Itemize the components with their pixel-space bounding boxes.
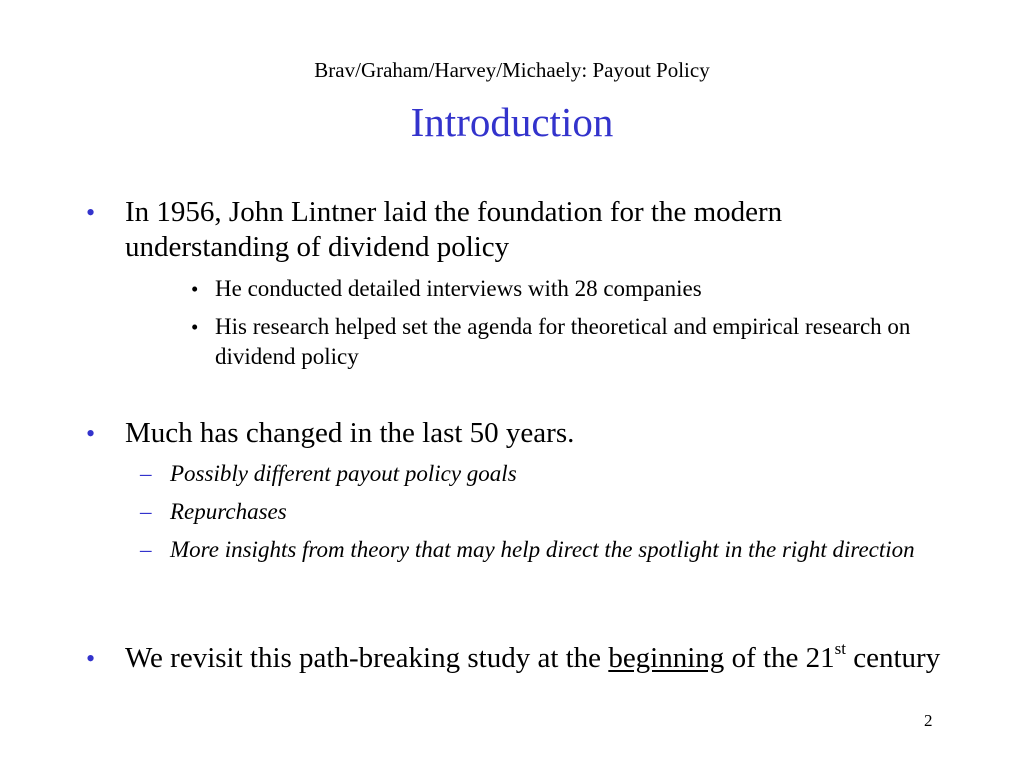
sub-bullet-item	[191, 274, 975, 304]
bullet-icon: •	[86, 419, 96, 448]
bullet-item	[86, 195, 925, 265]
bullet-icon: •	[86, 644, 96, 673]
bullet-text: In 1956, John Lintner laid the foundation for the modern understanding of dividend policy	[125, 196, 783, 263]
slide-title: Introduction	[410, 99, 614, 145]
bullet-text: Much has changed in the last 50 years.	[125, 417, 575, 449]
sub-bullet-icon: •	[191, 315, 199, 339]
sub-bullet-text: He conducted detailed interviews with 28 companies	[215, 276, 702, 301]
dash-item	[140, 459, 990, 489]
page-number: 2	[924, 711, 933, 730]
underlined-word: beginning	[608, 642, 725, 674]
bullet-text-start: We revisit this path-breaking study at the	[125, 642, 602, 674]
ordinal-superscript: st	[834, 639, 846, 659]
sub-bullet-icon: •	[191, 277, 199, 301]
dash-text: More insights from theory that may help direct the spotlight in the right direction	[170, 537, 915, 562]
bullet-item	[86, 416, 965, 451]
slide-header: Brav/Graham/Harvey/Michaely: Payout Policy	[314, 58, 710, 82]
bullet-text-middle: of the 21	[731, 642, 835, 674]
sub-bullet-item	[191, 312, 975, 372]
dash-icon: –	[140, 499, 152, 524]
dash-icon: –	[140, 537, 152, 562]
dash-icon: –	[140, 461, 152, 486]
bullet-item	[86, 639, 985, 676]
dash-item	[140, 535, 990, 565]
sub-bullet-text: His research helped set the agenda for theoretical and empirical research on dividend policy	[215, 314, 911, 369]
bullet-text-end: century	[853, 642, 941, 674]
dash-text: Repurchases	[170, 499, 287, 524]
bullet-icon: •	[86, 198, 96, 227]
dash-item	[140, 497, 990, 527]
dash-text: Possibly different payout policy goals	[170, 461, 517, 486]
